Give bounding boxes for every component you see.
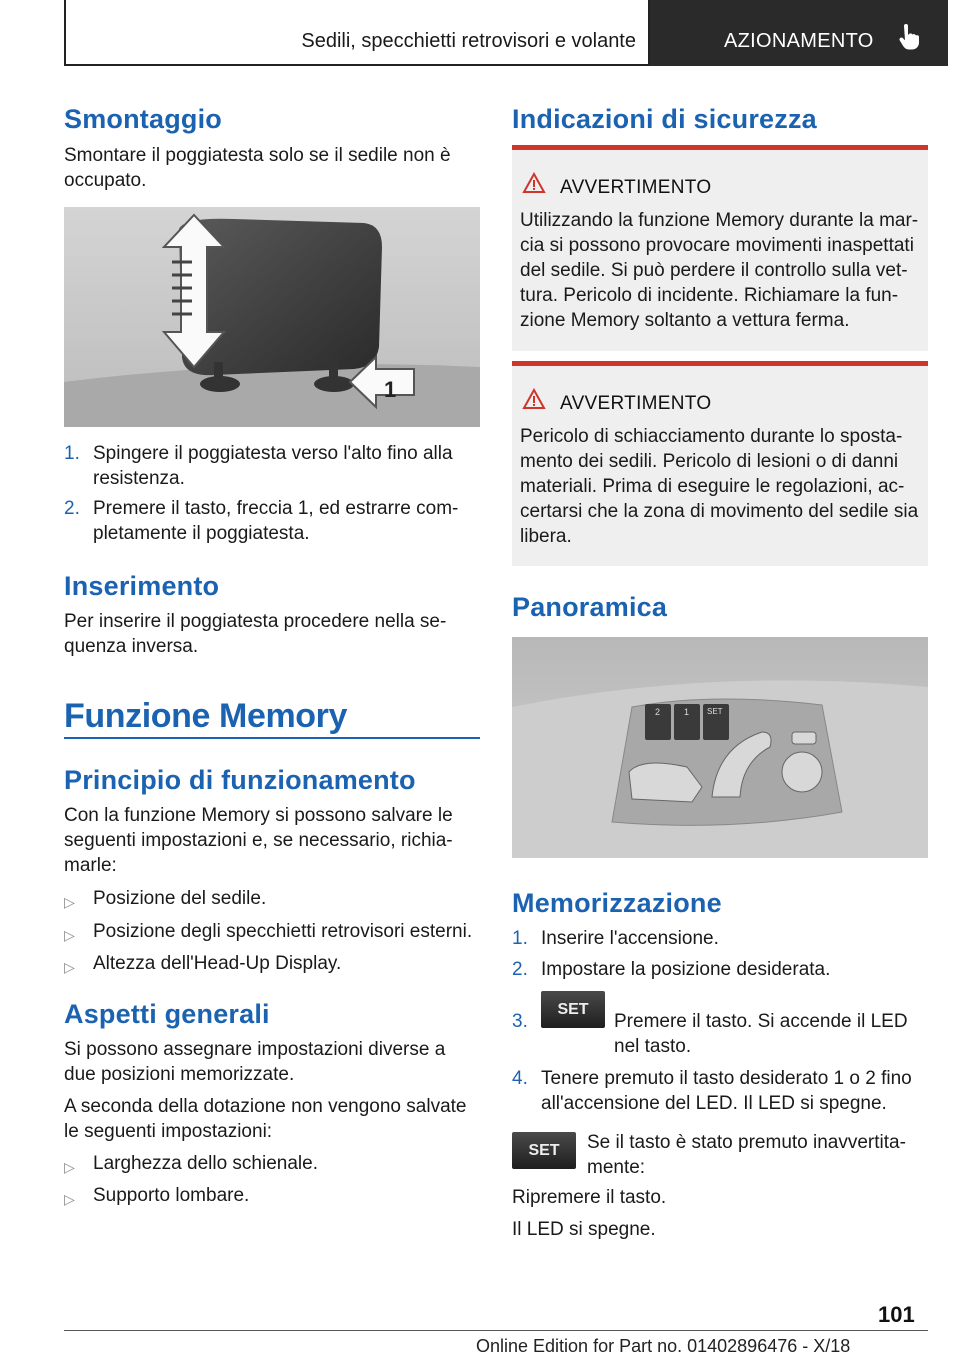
triangle-bullet-icon: ▷ bbox=[64, 927, 75, 943]
triangle-bullet-icon: ▷ bbox=[64, 894, 75, 910]
page-header bbox=[64, 0, 948, 66]
section-title: Sedili, specchietti retrovisori e volante bbox=[301, 30, 636, 52]
list-item: ▷ Posizione degli specchietti retrovisori esterni. bbox=[64, 919, 480, 944]
warning-title: AVVERTIMENTO bbox=[560, 393, 712, 414]
heading-rule bbox=[64, 737, 480, 739]
list-item: ▷ Larghezza dello schienale. bbox=[64, 1151, 480, 1176]
ripremere-text: Ripremere il tasto. bbox=[512, 1187, 667, 1208]
set-button-icon: SET bbox=[512, 1132, 576, 1169]
page-number: 101 bbox=[878, 1302, 915, 1327]
chapter-title: AZIONAMENTO bbox=[724, 30, 874, 52]
aspetti-text-1: Si possono assegnare impostazioni diverse a due posizioni memorizzate. bbox=[64, 1039, 446, 1085]
list-item: 2. Premere il tasto, freccia 1, ed estrarre com-pletamente il poggiatesta. bbox=[64, 498, 459, 544]
led-off-text: Il LED si spegne. bbox=[512, 1219, 656, 1240]
smontaggio-text: Smontare il poggiatesta solo se il sedile non è occupato. bbox=[64, 145, 451, 191]
aspetti-heading: Aspetti generali bbox=[64, 999, 270, 1029]
warning-triangle-icon bbox=[522, 388, 546, 410]
list-item: 2. Impostare la posizione desiderata. bbox=[512, 959, 831, 980]
memory-button-1: 1 bbox=[684, 707, 690, 717]
inserimento-text: Per inserire il poggiatesta procedere nella se-quenza inversa. bbox=[64, 611, 447, 657]
list-item: 1. Spingere il poggiatesta verso l'alto fino alla resistenza. bbox=[64, 443, 453, 489]
list-item: 1. Inserire l'accensione. bbox=[512, 928, 719, 949]
sicurezza-heading: Indicazioni di sicurezza bbox=[512, 104, 817, 134]
list-item: ▷ Supporto lombare. bbox=[64, 1183, 480, 1208]
smontaggio-heading: Smontaggio bbox=[64, 104, 222, 134]
triangle-bullet-icon: ▷ bbox=[64, 1191, 75, 1207]
warning-title: AVVERTIMENTO bbox=[560, 177, 712, 198]
principio-text: Con la funzione Memory si possono salvare le seguenti impostazioni e, se necessario, richia-marle: bbox=[64, 805, 453, 876]
headrest-photo bbox=[64, 207, 480, 427]
seat-controls-illustration bbox=[512, 637, 928, 858]
list-item: ▷ Posizione del sedile. bbox=[64, 886, 480, 911]
aspetti-text-2: A seconda della dotazione non vengono salvate le seguenti impostazioni: bbox=[64, 1096, 467, 1142]
warning-box bbox=[512, 361, 928, 566]
hand-pointer-icon bbox=[898, 24, 920, 50]
seat-controls-photo bbox=[512, 637, 928, 858]
set-note: Se il tasto è stato premuto inavvertita-mente: bbox=[587, 1132, 906, 1178]
warning-box bbox=[512, 145, 928, 351]
warning-text: Pericolo di schiacciamento durante lo sposta-mento dei sedili. Pericolo di lesioni o di danni materiali. Prima di eseguire le regolazioni, ac-certarsi che la zona di movimento del sedile sia libera. bbox=[520, 426, 919, 547]
footer-rule bbox=[64, 1330, 928, 1331]
edition-text: Online Edition for Part no. 01402896476 - X/18 bbox=[476, 1336, 851, 1356]
set-button-icon: SET bbox=[541, 991, 605, 1028]
arrow-label-1: 1 bbox=[384, 377, 397, 402]
triangle-bullet-icon: ▷ bbox=[64, 1159, 75, 1175]
memory-button-2: 2 bbox=[655, 707, 661, 717]
memory-button-set: SET bbox=[707, 707, 723, 716]
memorizzazione-heading: Memorizzazione bbox=[512, 888, 722, 918]
triangle-bullet-icon: ▷ bbox=[64, 959, 75, 975]
principio-heading: Principio di funzionamento bbox=[64, 765, 416, 795]
inserimento-heading: Inserimento bbox=[64, 571, 220, 601]
list-item: 4. Tenere premuto il tasto desiderato 1 o 2 fino all'accensione del LED. Il LED si spegne. bbox=[512, 1068, 912, 1114]
list-item: ▷ Altezza dell'Head-Up Display. bbox=[64, 951, 480, 976]
chapter-tab bbox=[650, 0, 948, 66]
memory-heading: Funzione Memory bbox=[64, 697, 348, 735]
headrest-illustration bbox=[64, 207, 480, 427]
list-item: 3. Premere il tasto. Si accende il LED nel tasto. bbox=[512, 1011, 908, 1057]
warning-triangle-icon bbox=[522, 172, 546, 194]
panoramica-heading: Panoramica bbox=[512, 592, 668, 622]
warning-text: Utilizzando la funzione Memory durante la mar-cia si possono provocare movimenti inaspettati del sedile. Si può perdere il controllo sulla vet-tura. Pericolo di incidente. Richiamare la fun-zione Memory soltanto a vettura ferma. bbox=[520, 210, 919, 331]
section-title-box bbox=[64, 0, 650, 66]
